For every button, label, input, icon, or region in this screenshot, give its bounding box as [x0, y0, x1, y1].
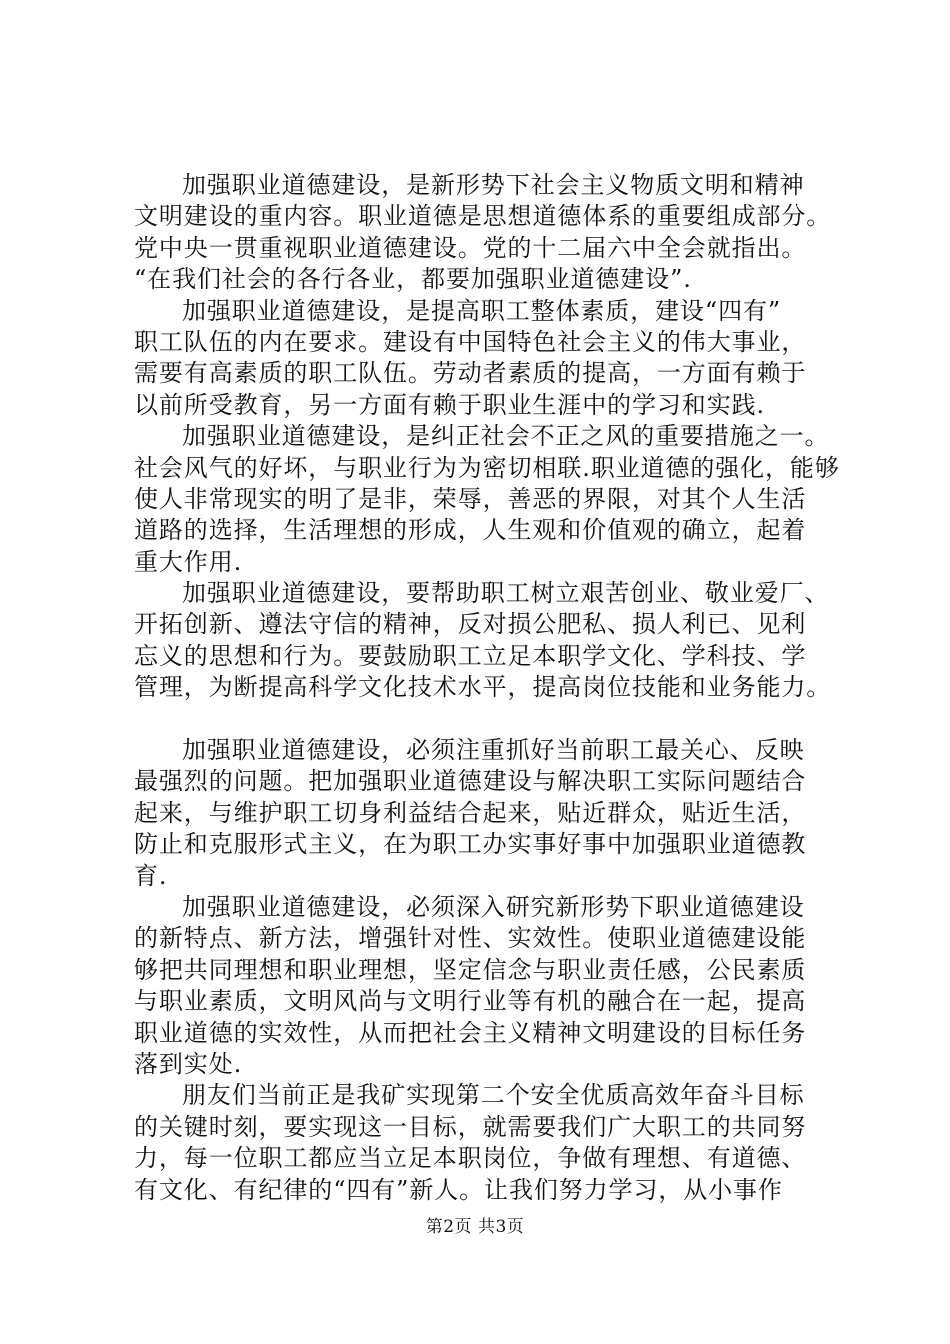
- paragraph: [134, 1080, 834, 1206]
- paragraph-spacer: [134, 704, 834, 735]
- text-line: 加强职业道德建设，是提高职工整体素质，建设“四有”: [182, 296, 782, 325]
- text-line: 防止和克服形式主义，在为职工办实事好事中加强职业道德教: [134, 830, 807, 859]
- text-line: 重大作用.: [134, 547, 243, 576]
- text-line: 与职业素质，文明风尚与文明行业等有机的融合在一起，提高: [134, 987, 807, 1016]
- text-line: 管理，为断提高科学文化技术水平，提高岗位技能和业务能力。: [134, 673, 832, 702]
- text-line: 以前所受教育，另一方面有赖于职业生涯中的学习和实践.: [134, 390, 766, 419]
- paragraph: [134, 421, 840, 578]
- text-line: 育.: [134, 861, 168, 890]
- text-line: 文明建设的重内容。职业道德是思想道德体系的重要组成部分。: [134, 202, 832, 231]
- paragraph: [134, 735, 834, 892]
- text-line: 需要有高素质的职工队伍。劳动者素质的提高，一方面有赖于: [134, 359, 807, 388]
- text-line: 使人非常现实的明了是非，荣辱，善恶的界限，对其个人生活: [134, 484, 807, 513]
- text-line: 力，每一位职工都应当立足本职岗位，争做有理想、有道德、: [134, 1144, 807, 1173]
- text-line: 加强职业道德建设，必须注重抓好当前职工最关心、反映: [182, 736, 805, 765]
- paragraph: [134, 892, 834, 1080]
- text-line: 的关键时刻，要实现这一目标，就需要我们广大职工的共同努: [134, 1112, 807, 1141]
- text-line: “在我们社会的各行各业，都要加强职业道德建设”.: [134, 265, 692, 294]
- text-line: 的新特点、新方法，增强针对性、实效性。使职业道德建设能: [134, 924, 807, 953]
- paragraph: [134, 170, 834, 296]
- text-line: 朋友们当前正是我矿实现第二个安全优质高效年奋斗目标: [182, 1081, 805, 1110]
- text-line: 忘义的思想和行为。要鼓励职工立足本职学文化、学科技、学: [134, 641, 807, 670]
- page-footer: 第2页 共3页: [425, 1217, 525, 1237]
- text-line: 够把共同理想和职业理想，坚定信念与职业责任感，公民素质: [134, 955, 807, 984]
- document-body: [134, 170, 840, 1206]
- text-line: 有文化、有纪律的“四有”新人。让我们努力学习，从小事作: [134, 1175, 783, 1204]
- paragraph: [134, 578, 834, 704]
- text-line: 加强职业道德建设，必须深入研究新形势下职业道德建设: [182, 892, 805, 921]
- text-line: 社会风气的好坏，与职业行为为密切相联.职业道德的强化，能够: [134, 453, 840, 482]
- text-line: 起来，与维护职工切身利益结合起来，贴近群众，贴近生活，: [134, 798, 807, 827]
- text-line: 道路的选择，生活理想的形成，人生观和价值观的确立，起着: [134, 516, 807, 545]
- text-line: 党中央一贯重视职业道德建设。党的十二届六中全会就指出。: [134, 233, 807, 262]
- text-line: 最强烈的问题。把加强职业道德建设与解决职工实际问题结合: [134, 767, 807, 796]
- text-line: 加强职业道德建设，是纠正社会不正之风的重要措施之一。: [182, 422, 830, 451]
- text-line: 落到实处.: [134, 1049, 243, 1078]
- text-line: 开拓创新、遵法守信的精神，反对损公肥私、损人利已、见利: [134, 610, 807, 639]
- text-line: 加强职业道德建设，要帮助职工树立艰苦创业、敬业爱厂、: [182, 579, 830, 608]
- paragraph: [134, 296, 834, 422]
- text-line: 加强职业道德建设，是新形势下社会主义物质文明和精神: [182, 171, 805, 199]
- text-line: 职业道德的实效性，从而把社会主义精神文明建设的目标任务: [134, 1018, 807, 1047]
- text-line: 职工队伍的内在要求。建设有中国特色社会主义的伟大事业，: [134, 327, 807, 356]
